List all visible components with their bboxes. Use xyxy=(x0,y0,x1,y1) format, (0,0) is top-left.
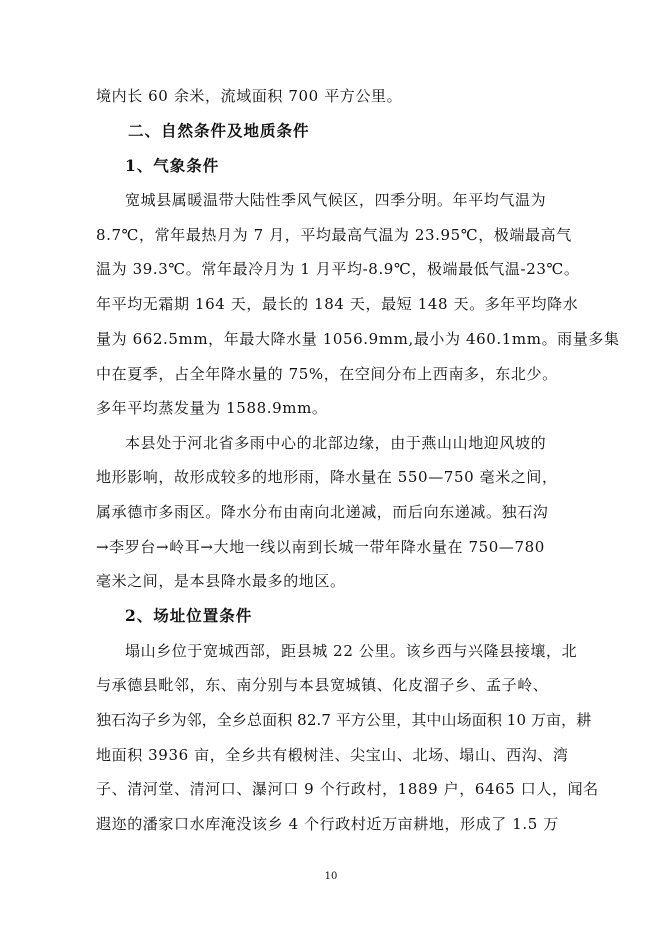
subsection-heading: 2、场址位置条件 xyxy=(125,606,253,625)
text-line: 毫米之间，是本县降水最多的地区。 xyxy=(96,572,346,590)
text-line: 地形影响，故形成较多的地形雨，降水量在 550—750 毫米之间， xyxy=(96,468,558,486)
subsection-heading: 1、气象条件 xyxy=(125,156,220,175)
text-line: 塌山乡位于宽城西部，距县城 22 公里。该乡西与兴隆县接壤，北 xyxy=(125,642,578,660)
text-line: 本县处于河北省多雨中心的北部边缘，由于燕山山地迎风坡的 xyxy=(125,434,547,452)
text-line: 温为 39.3℃。常年最冷月为 1 月平均-8.9℃，极端最低气温-23℃。 xyxy=(96,260,580,278)
text-line: 量为 662.5mm，年最大降水量 1056.9mm,最小为 460.1mm。雨量多集 xyxy=(96,330,620,348)
text-line: 年平均无霜期 164 天，最长的 184 天，最短 148 天。多年平均降水 xyxy=(96,295,579,313)
text-line: 子、清河堂、清河口、瀑河口 9 个行政村，1889 户，6465 口人，闻名 xyxy=(96,780,599,798)
text-line: 8.7℃，常年最热月为 7 月，平均最高气温为 23.95℃，极端最高气 xyxy=(96,226,572,244)
text-line: 境内长 60 余米，流域面积 700 平方公里。 xyxy=(96,87,403,105)
section-heading: 二、自然条件及地质条件 xyxy=(128,121,310,140)
text-line: 地面积 3936 亩，全乡共有椴树洼、尖宝山、北场、塌山、西沟、湾 xyxy=(96,746,569,764)
page-number: 10 xyxy=(324,871,338,882)
text-line: →李罗台→岭耳→大地一线以南到长城一带年降水量在 750—780 xyxy=(96,538,545,556)
text-line: 中在夏季，占全年降水量的 75%，在空间分布上西南多，东北少。 xyxy=(96,365,558,383)
text-line: 多年平均蒸发量为 1588.9mm。 xyxy=(96,399,328,417)
text-line: 独石沟子乡为邻，全乡总面积 82.7 平方公里，其中山场面积 10 万亩，耕 xyxy=(96,711,592,729)
text-line: 属承德市多雨区。降水分布由南向北递减，而后向东递减。独石沟 xyxy=(96,503,549,521)
text-line: 宽城县属暖温带大陆性季风气候区，四季分明。年平均气温为 xyxy=(125,191,547,209)
text-line: 遐迩的潘家口水库淹没该乡 4 个行政村近万亩耕地，形成了 1.5 万 xyxy=(96,815,559,833)
text-line: 与承德县毗邻，东、南分别与本县宽城镇、化皮溜子乡、孟子岭、 xyxy=(96,676,549,694)
